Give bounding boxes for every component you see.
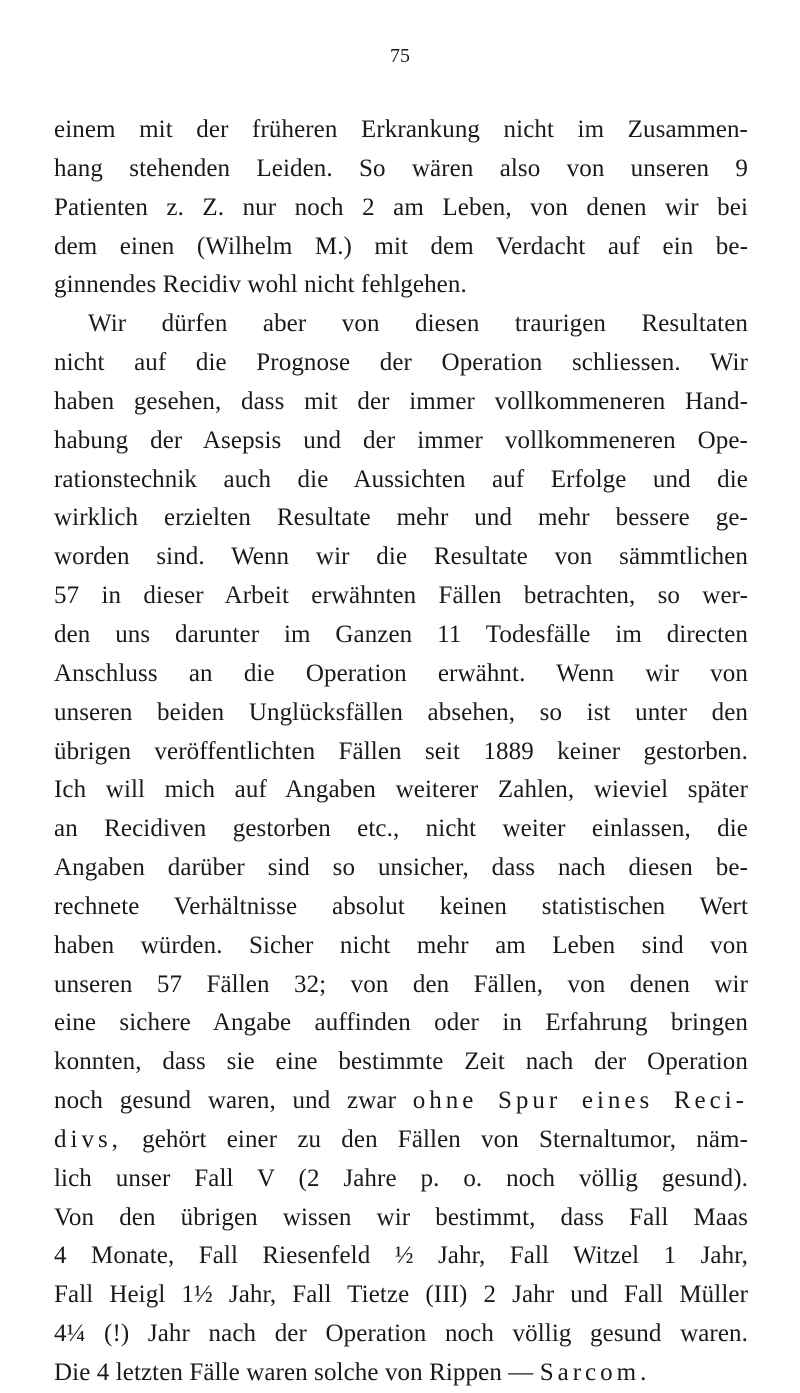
text-line: einem mit der früheren Erkrankung nicht im Zusammen- <box>54 116 748 143</box>
text-line: Wir dürfen aber von diesen traurigen Resultaten <box>88 310 748 338</box>
text-line: Fall Heigl 1½ Jahr, Fall Tietze (III) 2 Jahr und Fall Müller <box>54 1281 748 1309</box>
line-text: noch gesund waren, und zwar <box>54 1087 397 1115</box>
text-line: nicht auf die Prognose der Operation schliessen. Wir <box>54 349 748 377</box>
text-line: ginnendes Recidiv wohl nicht fehlgehen. <box>54 271 467 299</box>
text-line: habung der Asepsis und der immer vollkommeneren Ope- <box>54 426 748 454</box>
text-line: unseren beiden Unglücksfällen absehen, so ist unter den <box>54 698 748 726</box>
text-line: rationstechnik auch die Aussichten auf Erfolge und die <box>54 465 748 493</box>
page-number: 75 <box>390 45 410 67</box>
text-line: 57 in dieser Arbeit erwähnten Fällen betrachten, so wer- <box>54 582 748 610</box>
spaced-emphasis: divs, <box>54 1125 122 1153</box>
text-line: hang stehenden Leiden. So wären also von unseren 9 <box>54 154 748 182</box>
line-text: Die 4 letzten Fälle waren solche von Rippen — <box>54 1359 534 1386</box>
text-line: Von den übrigen wissen wir bestimmt, dass Fall Maas <box>54 1203 748 1231</box>
text-line: konnten, dass sie eine bestimmte Zeit nach der Operation <box>54 1048 748 1076</box>
body-text <box>54 111 748 1393</box>
text-line <box>54 1082 748 1121</box>
text-line: Angaben darüber sind so unsicher, dass nach diesen be- <box>54 854 748 882</box>
text-line: eine sichere Angabe auffinden oder in Erfahrung bringen <box>54 1009 748 1037</box>
text-line: haben würden. Sicher nicht mehr am Leben sind von <box>54 931 748 959</box>
text-line: worden sind. Wenn wir die Resultate von sämmtlichen <box>54 543 748 571</box>
text-line <box>54 1121 748 1160</box>
text-line: haben gesehen, dass mit der immer vollkommeneren Hand- <box>54 387 748 415</box>
line-text: gehört einer zu den Fällen von Sternaltumor, näm- <box>142 1125 748 1153</box>
text-line: 4¼ (!) Jahr nach der Operation noch völlig gesund waren. <box>54 1320 748 1348</box>
text-line: an Recidiven gestorben etc., nicht weiter einlassen, die <box>54 815 748 843</box>
text-line: 4 Monate, Fall Riesenfeld ½ Jahr, Fall Witzel 1 Jahr, <box>54 1242 748 1270</box>
text-line: Ich will mich auf Angaben weiterer Zahlen, wieviel später <box>54 776 748 804</box>
spaced-emphasis: ohne Spur eines Reci- <box>412 1087 748 1115</box>
text-line: Patienten z. Z. nur noch 2 am Leben, von denen wir bei <box>54 193 748 221</box>
text-line: wirklich erzielten Resultate mehr und mehr bessere ge- <box>54 504 748 532</box>
text-line: rechnete Verhältnisse absolut keinen statistischen Wert <box>54 892 748 920</box>
text-line: dem einen (Wilhelm M.) mit dem Verdacht auf ein be- <box>54 232 748 260</box>
spaced-emphasis: Sarcom. <box>539 1359 651 1386</box>
text-line: Anschluss an die Operation erwähnt. Wenn wir von <box>54 659 748 687</box>
text-line: den uns darunter im Ganzen 11 Todesfälle im directen <box>54 620 748 648</box>
text-line: übrigen veröffentlichten Fällen seit 1889 keiner gestorben. <box>54 737 748 765</box>
text-line <box>54 1354 748 1393</box>
text-line: lich unser Fall V (2 Jahre p. o. noch völlig gesund). <box>54 1164 748 1192</box>
text-line: unseren 57 Fällen 32; von den Fällen, von denen wir <box>54 970 748 998</box>
